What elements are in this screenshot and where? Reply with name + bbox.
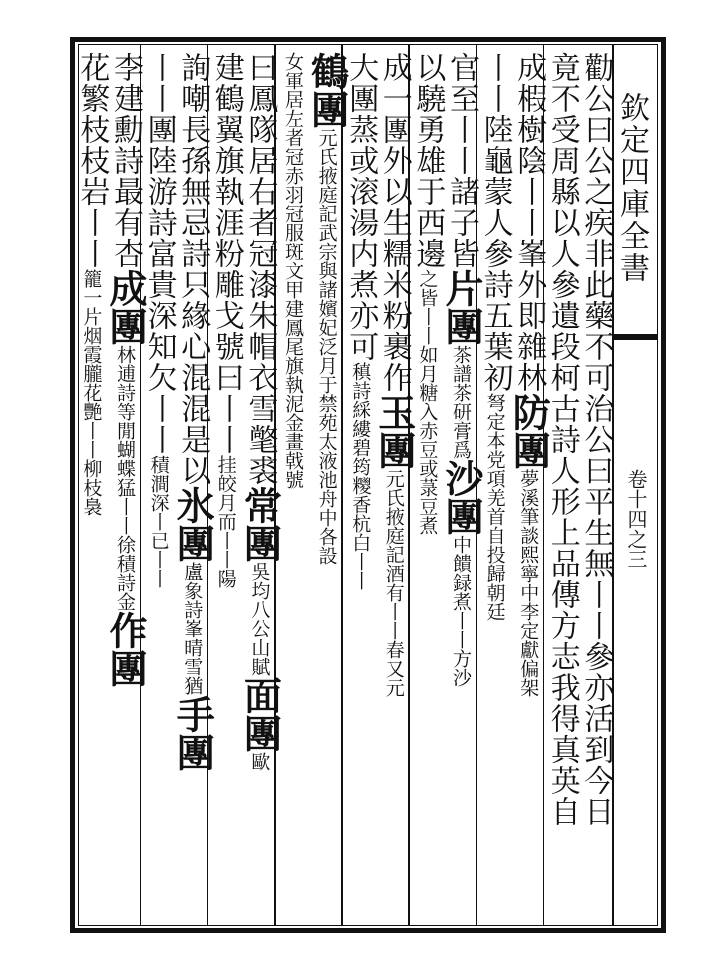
annotation-text: 吳均八公山賦 <box>248 562 271 676</box>
text-column <box>71 52 111 918</box>
entry-heading: 手團 <box>170 695 216 771</box>
entry-heading: 片團 <box>439 269 484 345</box>
annotation-text: 弩定本党項羌首自投歸朝廷 <box>483 393 506 621</box>
fish-tail-mark <box>612 334 658 340</box>
body-text: 官至丨丨諸子皆 <box>444 52 479 269</box>
body-text: 以驍勇雄于西邊 <box>410 52 446 269</box>
body-text: 李建勳詩最有杏 <box>108 52 143 269</box>
body-text: 成一團外以生糯米粉裹作 <box>376 52 412 393</box>
annotation-text: 挂皎月而丨丨 <box>214 455 237 569</box>
annotation-text: 夢溪筆談熙寧中李定獻偏架 <box>517 469 540 697</box>
annotation-text: 糖入赤豆或菉豆煮 <box>416 383 439 535</box>
annotation-text: 之皆丨丨如月 <box>416 269 439 383</box>
entry-heading: 常團 <box>237 486 283 562</box>
body-text: 成椵樹陰丨丨峯外即雜林 <box>511 52 547 393</box>
book-title: 欽定四庫全書 <box>614 92 649 284</box>
body-text: 建鶴翼旗執涯粉雕戈號曰丨丨 <box>208 52 244 455</box>
annotation-text: 歐 <box>248 752 271 771</box>
body-text: 勸公曰公之疾非此藥不可治公曰平生無丨丨參亦活到今日 <box>578 52 614 827</box>
body-text: 詢嘲長孫無忌詩只緣心混混是以 <box>175 52 211 486</box>
margin-strip <box>612 44 658 926</box>
entry-heading: 面團 <box>237 676 283 752</box>
body-text: 花繁枝枝岩丨丨 <box>74 52 110 269</box>
annotation-text: 女軍居左者冠赤羽冠服斑文甲建鳳尾旗執泥金畫戟號 <box>282 52 304 489</box>
annotation-text: 陽 <box>214 569 237 588</box>
entry-heading: 防團 <box>506 393 552 469</box>
annotation-text: 中饋録煮丨丨方沙 <box>450 535 472 687</box>
body-text: 大團蒸或滚湯内煮亦可 <box>343 52 379 362</box>
annotation-text: 盧象詩峯晴雪猶 <box>181 562 204 695</box>
entry-heading: 成團 <box>103 269 148 345</box>
annotation-text: 元氏掖庭記武宗與諸嬪妃泛月于禁苑太液池舟中各設 <box>315 128 338 565</box>
body-text: 曰鳳隊居右者冠漆朱帽衣雪氅裘 <box>242 52 278 486</box>
annotation-text: 茶譜茶研膏爲 <box>450 345 472 459</box>
entry-heading: 沙團 <box>439 459 484 535</box>
volume-label: 卷十四之三 <box>624 469 648 569</box>
annotation-text: 稹詩綵縷碧筠糭香杭白丨丨 <box>349 362 372 590</box>
body-text: 竟不受周縣以人參遺段柯古詩人形上品傳方志我得真英自 <box>544 52 580 827</box>
body-text: 丨丨陸龜蒙人參詩五葉初 <box>477 52 513 393</box>
annotation-text: 積澗深丨已丨丨 <box>147 455 170 588</box>
annotation-text: 籠一片烟霞朧花艷丨丨柳枝裊 <box>80 269 103 516</box>
entry-heading: 玉團 <box>371 393 417 469</box>
entry-heading: 氷團 <box>170 486 216 562</box>
entry-heading: 鶴團 <box>304 52 350 128</box>
body-text: 丨丨團陸游詩富貴深知欠丨丨 <box>141 52 177 455</box>
entry-heading: 作團 <box>103 611 148 687</box>
annotation-text: 林逋詩等閒蝴蝶猛丨丨徐積詩金 <box>114 345 136 611</box>
annotation-text: 元氏掖庭記酒有丨丨春又元 <box>382 469 405 697</box>
